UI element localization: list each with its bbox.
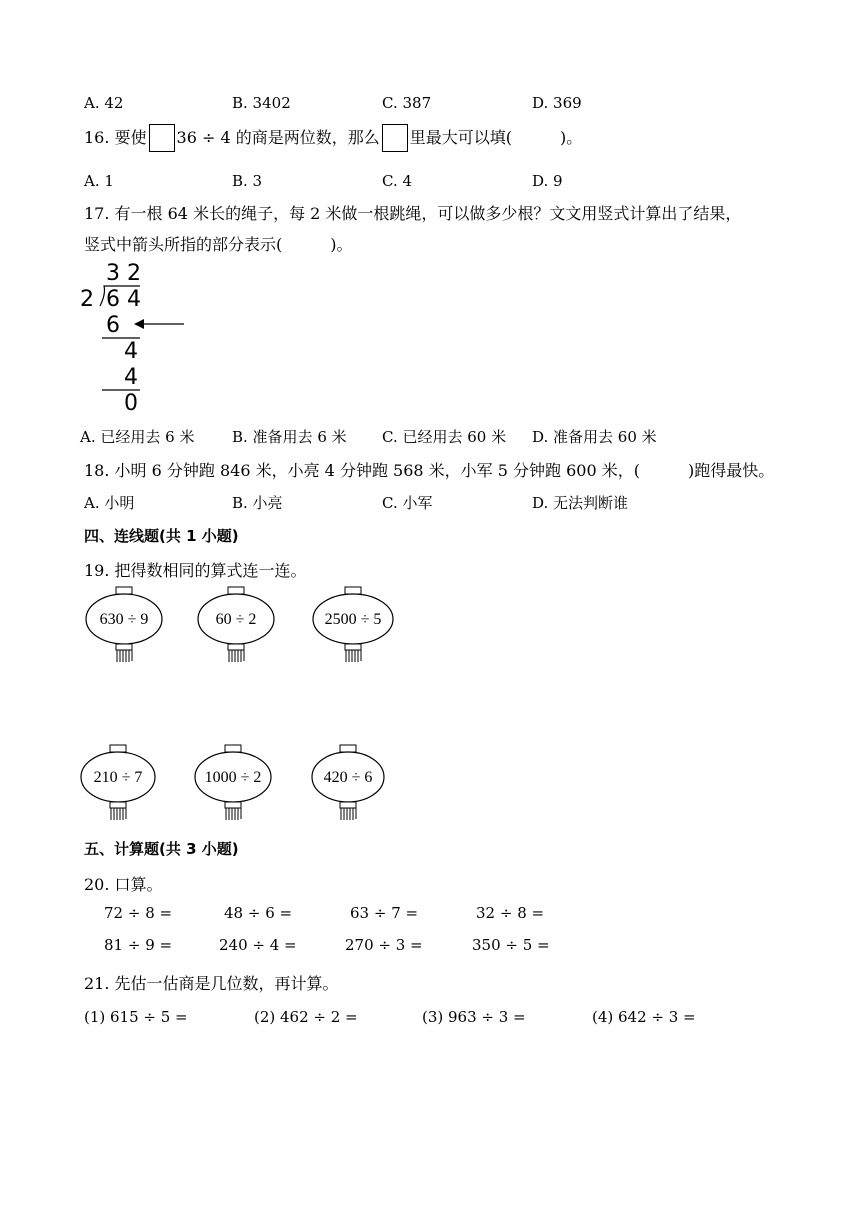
q15-option-a: A. 42	[84, 94, 124, 112]
q20-row2-item-1: 81 ÷ 9 =	[104, 936, 173, 954]
q20-row1-item-2: 48 ÷ 6 =	[224, 904, 293, 922]
q17-option-a: A. 已经用去 6 米	[80, 428, 195, 446]
q19-text: 19. 把得数相同的算式连一连。	[84, 561, 307, 580]
q17-option-c: C. 已经用去 60 米	[382, 428, 507, 446]
q16-blank-box-2	[382, 124, 408, 152]
q16-blank-box-1	[149, 124, 175, 152]
q16-option-c: C. 4	[382, 172, 413, 190]
q21-text: 21. 先估一估商是几位数，再计算。	[84, 974, 339, 993]
q17-option-b: B. 准备用去 6 米	[232, 428, 347, 446]
q16-text-part3: 里最大可以填( )。	[409, 128, 583, 147]
lantern-bottom-2-label: 1000 ÷ 2	[204, 769, 262, 786]
arrow-icon	[134, 319, 144, 329]
q16-option-b: B. 3	[232, 172, 263, 190]
lantern-top-1[interactable]	[86, 587, 162, 662]
division-remainder: 0	[124, 391, 138, 416]
q15-option-c: C. 387	[382, 94, 432, 112]
section-5-title: 五、计算题(共 3 小题)	[84, 840, 239, 858]
lantern-bottom-1-label: 210 ÷ 7	[93, 769, 143, 786]
q20-text: 20. 口算。	[84, 875, 163, 894]
division-step-1: 6	[106, 313, 120, 338]
q20-row1-item-4: 32 ÷ 8 =	[476, 904, 545, 922]
long-division-figure	[76, 258, 196, 418]
q16-text-part1: 16. 要使	[84, 128, 147, 147]
q21-item-2: (2) 462 ÷ 2 =	[254, 1008, 358, 1026]
q20-row2-item-4: 350 ÷ 5 =	[472, 936, 550, 954]
section-4-title: 四、连线题(共 1 小题)	[84, 527, 239, 545]
q20-row2-item-3: 270 ÷ 3 =	[345, 936, 423, 954]
lantern-top-2[interactable]	[198, 587, 274, 662]
division-divisor: 2	[80, 287, 94, 312]
q17-option-d: D. 准备用去 60 米	[532, 428, 657, 446]
lantern-bottom-3[interactable]	[312, 745, 384, 820]
division-step-2: 4	[124, 339, 138, 364]
q15-option-b: B. 3402	[232, 94, 291, 112]
q18-option-b: B. 小亮	[232, 494, 283, 512]
q21-item-4: (4) 642 ÷ 3 =	[592, 1008, 696, 1026]
q20-row1-item-3: 63 ÷ 7 =	[350, 904, 419, 922]
q17-text-line1: 17. 有一根 64 米长的绳子，每 2 米做一根跳绳，可以做多少根？文文用竖式计算出了结果，	[84, 204, 742, 223]
lantern-top-3-label: 2500 ÷ 5	[324, 611, 382, 628]
q20-row1-item-1: 72 ÷ 8 =	[104, 904, 173, 922]
q18-text: 18. 小明 6 分钟跑 846 米，小亮 4 分钟跑 568 米，小军 5 分钟跑 600 米，( )跑得最快。	[84, 461, 775, 480]
q18-option-a: A. 小明	[84, 494, 135, 512]
q21-item-1: (1) 615 ÷ 5 =	[84, 1008, 188, 1026]
q20-row2-item-2: 240 ÷ 4 =	[219, 936, 297, 954]
q21-item-3: (3) 963 ÷ 3 =	[422, 1008, 526, 1026]
q16-option-d: D. 9	[532, 172, 563, 190]
lantern-top-3[interactable]	[313, 587, 393, 662]
lantern-top-2-label: 60 ÷ 2	[215, 611, 257, 628]
lantern-top-1-label: 630 ÷ 9	[99, 611, 149, 628]
q16-text-part2: 36 ÷ 4 的商是两位数，那么	[176, 128, 380, 147]
lantern-bottom-1[interactable]	[81, 745, 155, 820]
q18-option-d: D. 无法判断谁	[532, 494, 629, 512]
lantern-bottom-2[interactable]	[195, 745, 271, 820]
q16-option-a: A. 1	[84, 172, 114, 190]
division-quotient: 3 2	[106, 261, 141, 286]
lantern-bottom-3-label: 420 ÷ 6	[323, 769, 373, 786]
q18-option-c: C. 小军	[382, 494, 433, 512]
lantern-row-top	[80, 586, 400, 664]
lantern-row-bottom	[80, 744, 400, 822]
q17-text-line2: 竖式中箭头所指的部分表示( )。	[84, 235, 353, 254]
division-dividend: 6 4	[106, 287, 141, 312]
q15-option-d: D. 369	[532, 94, 582, 112]
q16-question	[84, 123, 582, 153]
division-step-3: 4	[124, 365, 138, 390]
